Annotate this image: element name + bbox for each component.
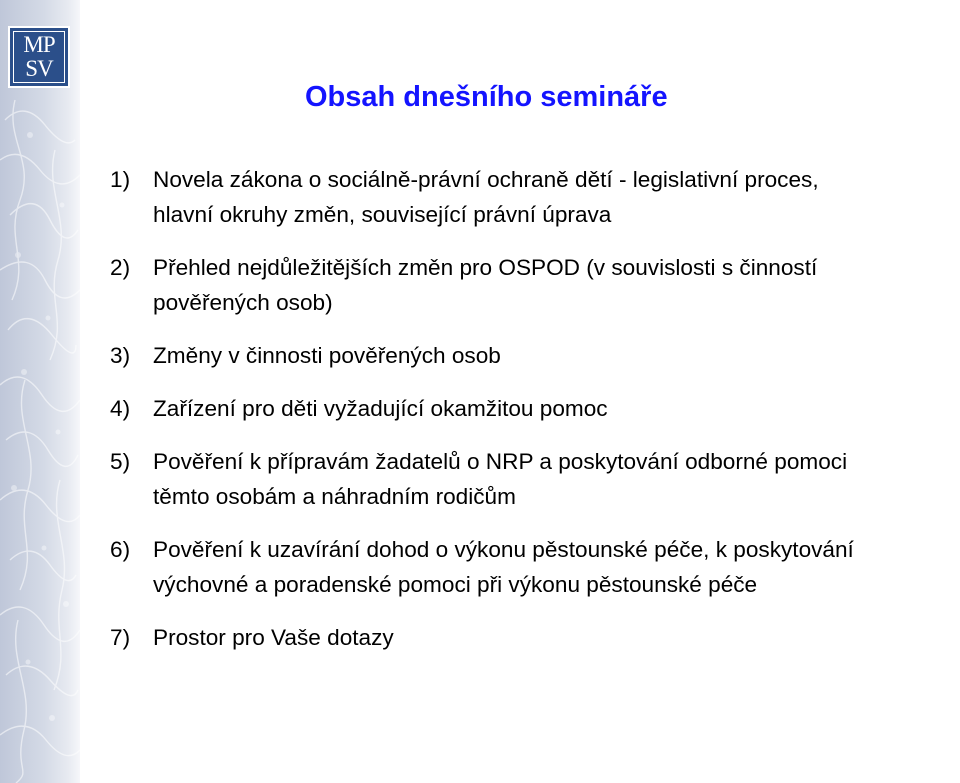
agenda-number: 2) (110, 255, 131, 280)
agenda-text-line: pověřených osob) (153, 290, 333, 315)
agenda-text-line: Zařízení pro děti vyžadující okamžitou pomoc (153, 396, 608, 421)
mpsv-logo (8, 26, 70, 88)
agenda-item-4 (110, 391, 955, 426)
agenda-item-6 (110, 532, 955, 602)
agenda-text-line: výchovné a poradenské pomoci při výkonu pěstounské péče (153, 572, 758, 597)
agenda-item-3 (110, 338, 955, 373)
agenda-text-line: Pověření k uzavírání dohod o výkonu pěstounské péče, k poskytování (153, 537, 854, 562)
agenda-text-line: hlavní okruhy změn, související právní úprava (153, 202, 612, 227)
agenda-number: 5) (110, 449, 131, 474)
agenda-number: 4) (110, 396, 131, 421)
logo-text-top: MP (23, 32, 55, 57)
agenda-number: 7) (110, 625, 131, 650)
agenda-number: 1) (110, 167, 131, 192)
agenda-number: 6) (110, 537, 131, 562)
agenda-item-5 (110, 444, 955, 514)
agenda-text-line: Prostor pro Vaše dotazy (153, 625, 394, 650)
logo-text-bottom: SV (25, 56, 53, 81)
agenda-text-line: Přehled nejdůležitějších změn pro OSPOD (v souvislosti s činností (153, 255, 818, 280)
agenda-number: 3) (110, 343, 131, 368)
agenda-text-line: Pověření k přípravám žadatelů o NRP a poskytování odborné pomoci (153, 449, 848, 474)
sidebar-decoration (0, 0, 80, 783)
agenda-list (110, 162, 955, 673)
agenda-item-1 (110, 162, 955, 232)
agenda-text-line: Novela zákona o sociálně-právní ochraně dětí - legislativní proces, (153, 167, 819, 192)
sidebar-pattern (0, 0, 80, 783)
agenda-item-2 (110, 250, 955, 320)
slide-title: Obsah dnešního semináře (305, 81, 668, 113)
agenda-text-line: těmto osobám a náhradním rodičům (153, 484, 516, 509)
agenda-text-line: Změny v činnosti pověřených osob (153, 343, 501, 368)
agenda-item-7 (110, 620, 955, 655)
